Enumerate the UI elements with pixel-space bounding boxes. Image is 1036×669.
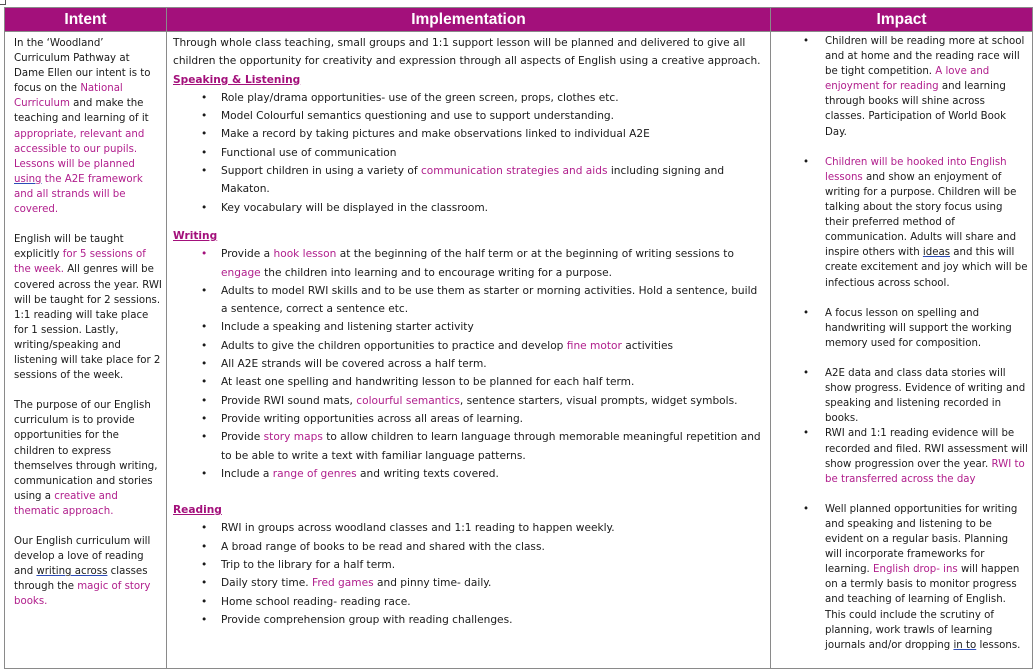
text-run: Home school reading- reading race. — [221, 595, 411, 608]
text-run: A broad range of books to be read and shared with the class. — [221, 540, 545, 553]
text-run: Include a — [221, 467, 273, 480]
list-item — [201, 593, 766, 611]
list-item — [201, 89, 766, 107]
list-item — [201, 107, 766, 125]
text-run: English will be taught explicitly — [14, 234, 124, 261]
intent-paragraph — [14, 232, 162, 383]
text-run: range of genres — [272, 467, 357, 480]
text-run: creative and thematic approach. — [14, 490, 118, 517]
text-run: in to — [953, 639, 977, 651]
text-run: Functional use of communication — [221, 146, 397, 159]
list-item — [201, 245, 766, 282]
text-run: ideas — [922, 247, 951, 259]
text-run: Well planned opportunities for writing and speaking and listening to be evident on a regular basis. Planning will incorporate frameworks for learning. — [825, 503, 1018, 576]
text-run: appropriate, relevant and accessible to our pupils. Lessons will be planned — [14, 128, 145, 170]
header-row — [5, 8, 1033, 32]
text-run: engage — [221, 266, 261, 279]
text-run: Fred games — [312, 577, 374, 590]
section-list — [173, 89, 766, 217]
text-run: The purpose of our English curriculum is to provide opportunities for the children to express themselves through writing, communication and stories using a — [14, 400, 158, 502]
text-run: All A2E strands will be covered across a half term. — [221, 358, 487, 371]
text-run: Support children in using a variety of — [221, 165, 421, 178]
implementation-header: Implementation — [167, 8, 771, 32]
text-run: Adults to model RWI skills and to be use them as starter or morning activities. Hold a sentence, build a sentence, correct a sentence etc. — [221, 284, 758, 316]
text-run: fine motor — [566, 339, 622, 352]
list-item — [201, 318, 766, 336]
intent-header: Intent — [5, 8, 167, 32]
text-run: communication strategies and aids — [420, 165, 608, 178]
impact-header: Impact — [771, 8, 1033, 32]
section-heading: Reading — [173, 504, 222, 517]
section-list — [173, 245, 766, 483]
list-item — [201, 519, 766, 537]
text-run: All genres will be covered across the year. RWI will be taught for 2 sessions. 1:1 reading will take place for 1 session. Lastly, writing/speaking and listening will take place for 2 sessions of the week. — [14, 264, 162, 382]
text-run: Our English curriculum will develop a love of reading and — [14, 536, 151, 578]
text-run: National Curriculum — [14, 83, 123, 110]
curriculum-table — [4, 7, 1033, 669]
text-run: A love and enjoyment for reading — [825, 66, 990, 93]
intent-paragraph — [14, 398, 162, 519]
impact-item — [825, 34, 1028, 140]
text-run: In the ‘Woodland’ Curriculum Pathway at Dame Ellen our intent is to focus on the — [14, 38, 151, 95]
list-item — [201, 556, 766, 574]
text-run: to allow children to learn language through memorable meaningful repetition and to be able to write a text with familiar language patterns. — [221, 431, 761, 462]
text-run: and show an enjoyment of writing for a purpose. Children will be talking about the story focus using their preferred method of communication. Adults will share and inspire others with — [825, 171, 1017, 259]
text-run: activities — [621, 339, 673, 352]
list-item — [201, 465, 766, 483]
text-run: Children will be hooked into English lessons — [825, 156, 1007, 183]
text-run: Role play/drama opportunities- use of the green screen, props, clothes etc. — [221, 91, 619, 104]
text-run: story maps — [263, 431, 323, 444]
impact-cell — [771, 32, 1033, 669]
text-run: and pinny time- daily. — [373, 577, 492, 590]
list-item — [201, 392, 766, 410]
text-run: Model Colourful semantics questioning and use to support understanding. — [221, 110, 615, 123]
list-item — [201, 337, 766, 355]
list-item — [201, 125, 766, 143]
text-run: Provide comprehension group with reading challenges. — [221, 613, 513, 626]
list-item — [201, 611, 766, 629]
implementation-cell — [167, 32, 771, 669]
text-run: Provide a — [221, 248, 274, 261]
impact-item — [825, 155, 1028, 291]
text-run: At least one spelling and handwriting lesson to be planned for each half term. — [221, 376, 635, 389]
text-run: Provide writing opportunities across all areas of learning. — [221, 412, 524, 425]
list-item — [201, 373, 766, 391]
list-item — [201, 162, 766, 199]
text-run: Daily story time. — [221, 577, 312, 590]
content-row — [5, 32, 1033, 669]
list-item — [201, 428, 766, 465]
text-run: writing across — [36, 566, 108, 578]
intent-paragraph — [14, 534, 162, 609]
text-run: hook lesson — [273, 248, 337, 261]
text-run: Provide RWI sound mats, — [221, 394, 357, 407]
impact-item — [825, 502, 1028, 653]
section-heading: Speaking & Listening — [173, 73, 301, 86]
text-run: A focus lesson on spelling and handwriting will support the working memory used for composition. — [825, 307, 1012, 349]
text-run: Trip to the library for a half term. — [221, 559, 396, 572]
list-item — [201, 410, 766, 428]
implementation-sections — [173, 71, 766, 630]
text-run: Make a record by taking pictures and make observations linked to individual A2E — [221, 128, 650, 141]
impact-item — [825, 306, 1028, 351]
impact-item — [825, 366, 1028, 426]
text-run: colourful semantics — [356, 394, 460, 407]
intent-cell — [5, 32, 167, 669]
list-item — [201, 355, 766, 373]
text-run: Provide — [221, 431, 264, 444]
corner-mark — [0, 0, 6, 5]
text-run: and make the teaching and learning of it — [14, 98, 149, 125]
implementation-intro: Through whole class teaching, small groups and 1:1 support lesson will be planned and delivered to give all children the opportunity for creativity and expression through all aspects of English using a creative approach. — [173, 37, 761, 68]
text-run: A2E data and class data stories will show progress. Evidence of writing and speaking and listening recorded in books. — [825, 368, 1026, 425]
text-run: and learning through books will shine across classes. Participation of World Book Day. — [825, 81, 1007, 138]
list-item — [201, 574, 766, 592]
text-run: will happen on a termly basis to monitor progress and teaching of learning of English. This could include the scrutiny of planning, work trawls of learning journals and/or dropping — [825, 564, 1020, 651]
list-item — [201, 144, 766, 162]
impact-item — [825, 426, 1028, 486]
text-run: at the beginning of the half term or at the beginning of writing sessions to — [336, 248, 734, 261]
list-item — [201, 282, 766, 319]
intent-paragraph — [14, 36, 162, 217]
text-run: Adults to give the children opportunities to practice and develop — [221, 339, 567, 352]
text-run: Include a speaking and listening starter activity — [221, 321, 474, 334]
text-run: the A2E framework and all strands will be covered. — [14, 173, 143, 216]
text-run: for 5 sessions of the week. — [14, 249, 146, 276]
text-run: using — [14, 173, 42, 185]
text-run: RWI to be transferred across the day — [825, 458, 1025, 485]
text-run: and writing texts covered. — [356, 467, 499, 480]
text-run: Key vocabulary will be displayed in the classroom. — [221, 201, 489, 214]
text-run: English drop- ins — [873, 564, 958, 576]
list-item — [201, 538, 766, 556]
impact-list — [771, 34, 1028, 653]
text-run: Children will be reading more at school and at home and the reading race will be tight competition. — [825, 36, 1025, 78]
text-run: including signing and Makaton. — [221, 165, 725, 196]
text-run: RWI and 1:1 reading evidence will be recorded and filed. RWI assessment will show progression over the year. — [825, 428, 1028, 470]
text-run: the children into learning and to encourage writing for a purpose. — [260, 266, 613, 279]
text-run: , sentence starters, visual prompts, widget symbols. — [459, 394, 738, 407]
list-item — [201, 199, 766, 217]
text-run: lessons. — [976, 639, 1021, 651]
text-run: magic of story books. — [14, 581, 151, 608]
text-run: and this will create excitement and joy which will be infectious across school. — [825, 247, 1028, 289]
section-list — [173, 519, 766, 629]
section-heading: Writing — [173, 229, 218, 242]
text-run: RWI in groups across woodland classes and 1:1 reading to happen weekly. — [221, 522, 615, 535]
text-run: classes through the — [14, 566, 148, 593]
